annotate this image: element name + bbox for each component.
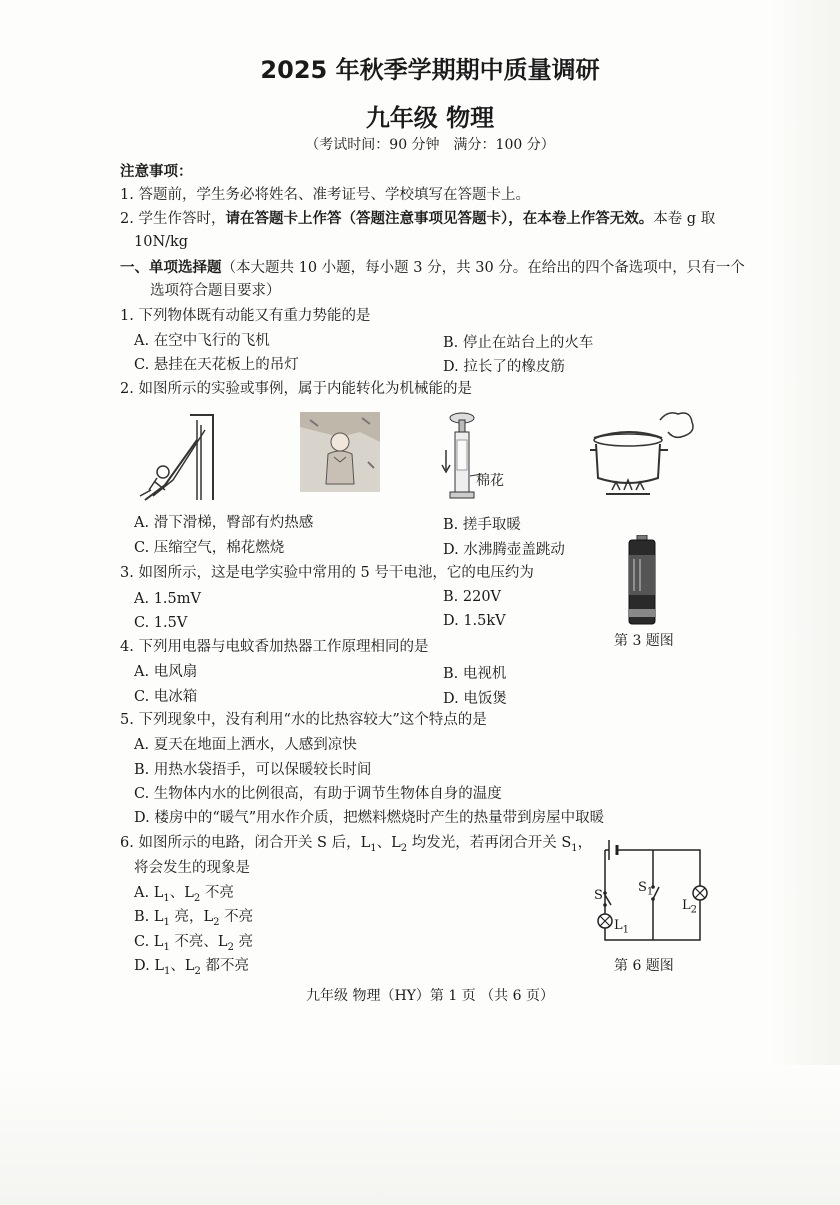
label-l2-sub: 2: [690, 904, 698, 916]
note-item-1: 1. 答题前，学生务必将姓名、准考证号、学校填写在答题卡上。: [120, 187, 530, 203]
q6-c-3: 亮: [233, 934, 254, 950]
q4-option-d: D. 电饭煲: [443, 691, 507, 707]
air-piston-figure: [440, 410, 510, 505]
q6-b-sub1: 1: [163, 916, 170, 928]
label-l1-text: L: [614, 918, 623, 933]
q6-sub-1: 1: [370, 842, 377, 854]
q3-caption: 第 3 题图: [614, 633, 674, 649]
section-1-desc: （本大题共 10 小题，每小题 3 分，共 30 分。在给出的四个备选项中，只有一个: [221, 260, 745, 276]
q2-option-d: D. 水沸腾壶盖跳动: [443, 542, 565, 558]
battery-figure: [624, 535, 660, 627]
section-1-heading: [120, 258, 745, 278]
label-l2-text: L: [682, 898, 691, 913]
q6-d-1: D. L: [134, 958, 164, 974]
label-l1: [614, 918, 629, 936]
label-s1: [638, 880, 653, 898]
q3-option-c: C. 1.5V: [134, 615, 188, 631]
q6-stem: [120, 833, 592, 859]
q6-d-sub2: 2: [194, 965, 201, 977]
label-s1-sub: 1: [646, 886, 654, 898]
q6-a-sub1: 1: [163, 892, 170, 904]
note-item-2-bold: 请在答题卡上作答（答题注意事项见答题卡），在本卷上作答无效。: [225, 211, 654, 227]
page-shadow: [770, 0, 840, 1205]
q6-option-c: [134, 932, 253, 958]
q6-b-2: 亮，L: [169, 909, 214, 925]
q4-option-b: B. 电视机: [443, 666, 507, 682]
notes-heading: 注意事项：: [120, 164, 193, 180]
page-footer: 九年级 物理（HY）第 1 页 （共 6 页）: [306, 988, 554, 1004]
q2-stem: 2. 如图所示的实验或事例，属于内能转化为机械能的是: [120, 381, 472, 397]
label-s: S: [594, 888, 603, 903]
q4-option-c: C. 电冰箱: [134, 689, 198, 705]
q3-option-d: D. 1.5kV: [443, 613, 506, 629]
q5-stem: 5. 下列现象中，没有利用“水的比热容较大”这个特点的是: [120, 712, 487, 728]
q6-sub-3: 1: [571, 842, 578, 854]
label-l2: [682, 898, 697, 916]
q6-stem-text-1: 6. 如图所示的电路，闭合开关 S 后，L: [120, 835, 371, 851]
q4-stem: 4. 下列用电器与电蚊香加热器工作原理相同的是: [120, 639, 429, 655]
exam-subtitle: 九年级 物理: [365, 104, 495, 132]
q6-stem-text-4: ，: [577, 835, 593, 851]
q6-c-1: C. L: [134, 934, 164, 950]
q6-caption: 第 6 题图: [614, 958, 674, 974]
q6-sub-2: 2: [400, 842, 408, 854]
q1-option-a: A. 在空中飞行的飞机: [134, 333, 270, 349]
q2-option-c: C. 压缩空气，棉花燃烧: [134, 540, 285, 556]
q3-option-a: A. 1.5mV: [134, 591, 201, 607]
q5-option-b: B. 用热水袋捂手，可以保暖较长时间: [134, 762, 372, 778]
q6-option-d: [134, 956, 249, 982]
q6-d-3: 都不亮: [200, 958, 249, 974]
section-1-desc-cont: 选项符合题目要求）: [150, 283, 281, 299]
q1-stem: 1. 下列物体既有动能又有重力势能的是: [120, 308, 371, 324]
q5-option-d: D. 楼房中的“暖气”用水作介质，把燃料燃烧时产生的热量带到房屋中取暖: [134, 810, 605, 826]
q3-option-b: B. 220V: [443, 589, 502, 605]
boiling-pot-figure: [590, 408, 700, 503]
section-1-title: 一、单项选择题: [120, 260, 222, 276]
q6-option-a: [134, 883, 234, 909]
q5-option-a: A. 夏天在地面上洒水，人感到凉快: [134, 737, 357, 753]
note-item-2: [120, 209, 715, 229]
note-item-2-tail: 本卷 g 取: [653, 211, 716, 227]
q6-stem-cont: 将会发生的现象是: [134, 860, 250, 876]
q2-option-a: A. 滑下滑梯，臀部有灼热感: [134, 515, 314, 531]
q4-option-a: A. 电风扇: [134, 664, 198, 680]
q1-option-d: D. 拉长了的橡皮筋: [443, 359, 565, 375]
q6-c-2: 不亮、L: [169, 934, 228, 950]
q1-option-b: B. 停止在站台上的火车: [443, 335, 594, 351]
q6-stem-text-2: 、L: [376, 835, 401, 851]
q6-b-sub2: 2: [213, 916, 220, 928]
q6-a-1: A. L: [134, 885, 164, 901]
q3-stem: 3. 如图所示，这是电学实验中常用的 5 号干电池，它的电压约为: [120, 565, 534, 581]
q6-c-sub2: 2: [227, 941, 234, 953]
label-l1-sub: 1: [622, 924, 630, 936]
q6-option-b: [134, 907, 253, 933]
q6-a-2: 、L: [169, 885, 194, 901]
q6-a-3: 不亮: [200, 885, 234, 901]
page-bottom-shade: [0, 1065, 840, 1205]
cotton-label: 棉花: [476, 473, 504, 489]
note-item-2-cont: 10N/kg: [134, 234, 189, 250]
q6-stem-text-3: 均发光，若再闭合开关 S: [407, 835, 572, 851]
exam-title: 2025 年秋季学期期中质量调研: [260, 56, 600, 84]
q6-d-2: 、L: [170, 958, 195, 974]
q6-a-sub2: 2: [193, 892, 201, 904]
q6-c-sub1: 1: [163, 941, 170, 953]
q6-b-1: B. L: [134, 909, 164, 925]
q6-d-sub1: 1: [163, 965, 171, 977]
exam-info: （考试时间：90 分钟 满分：100 分）: [305, 137, 555, 153]
rubbing-hands-figure: [300, 412, 380, 492]
q1-option-c: C. 悬挂在天花板上的吊灯: [134, 357, 299, 373]
q2-option-b: B. 搓手取暖: [443, 517, 521, 533]
q6-b-3: 不亮: [219, 909, 254, 925]
note-item-2-text: 2. 学生作答时，: [120, 211, 226, 227]
label-s1-text: S: [638, 880, 647, 895]
slide-figure: [135, 410, 225, 505]
q5-option-c: C. 生物体内水的比例很高，有助于调节生物体自身的温度: [134, 786, 502, 802]
